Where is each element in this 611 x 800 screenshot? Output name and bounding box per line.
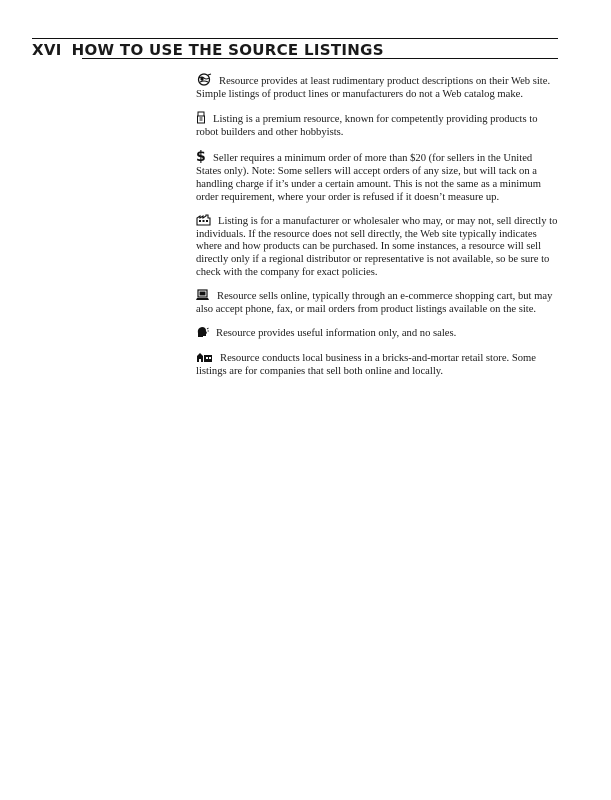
section-title: HOW TO USE THE SOURCE LISTINGS [71, 41, 384, 59]
header-top-rule [32, 38, 558, 39]
svg-text:$: $ [196, 149, 206, 164]
dollar-icon [196, 149, 206, 163]
computer-icon [196, 289, 210, 301]
legend-entry [196, 149, 560, 204]
legend-entry [196, 73, 560, 102]
entry-text: Resource sells online, typically through an e-commerce shopping cart, but may also accept phone, fax, or mail orders from product listings available on the site. [196, 291, 553, 316]
entry-text: Resource provides at least rudimentary product descriptions on their Web site. Simple listings of product lines or manufacturers do not a Web catalog make. [196, 76, 551, 100]
page-heading [32, 41, 384, 59]
globe-icon [196, 73, 212, 86]
page-number: XVI [32, 41, 62, 59]
header-underline [82, 58, 558, 59]
entry-text: Resource conducts local business in a bricks-and-mortar retail store. Some listings are for companies that sell both online and locally. [196, 352, 536, 377]
legend-entry [196, 351, 560, 379]
entry-text: Listing is a premium resource, known for competently providing products to robot builders and other hobbyists. [196, 114, 538, 138]
entry-text: Seller requires a minimum order of more than $20 (for sellers in the United States only). Note: Some sellers will accept orders of any size, but will tack on a handling charge if it’s under a certain amount. This is not the same as a minimum order requirement, where your order is refused if it doesn’t measure up. [196, 153, 542, 203]
legend-entry [196, 111, 560, 140]
info-head-icon [196, 326, 209, 338]
legend-entry [196, 326, 560, 341]
entry-text: Resource provides useful information only, and no sales. [216, 328, 457, 340]
store-icon [196, 351, 213, 363]
robot-icon [196, 111, 206, 124]
entry-text: Listing is for a manufacturer or wholesaler who may, or may not, sell directly to individuals. If the resource does not sell directly, the Web site typically indicates where and how products can be purchased. In some instances, a resource will sell directly only if a regional distributor or representative is not available, so be sure to check with the company for exact policies. [196, 215, 558, 279]
factory-icon [196, 214, 211, 226]
legend-list [196, 73, 560, 388]
legend-entry [196, 214, 560, 280]
legend-entry [196, 289, 560, 317]
